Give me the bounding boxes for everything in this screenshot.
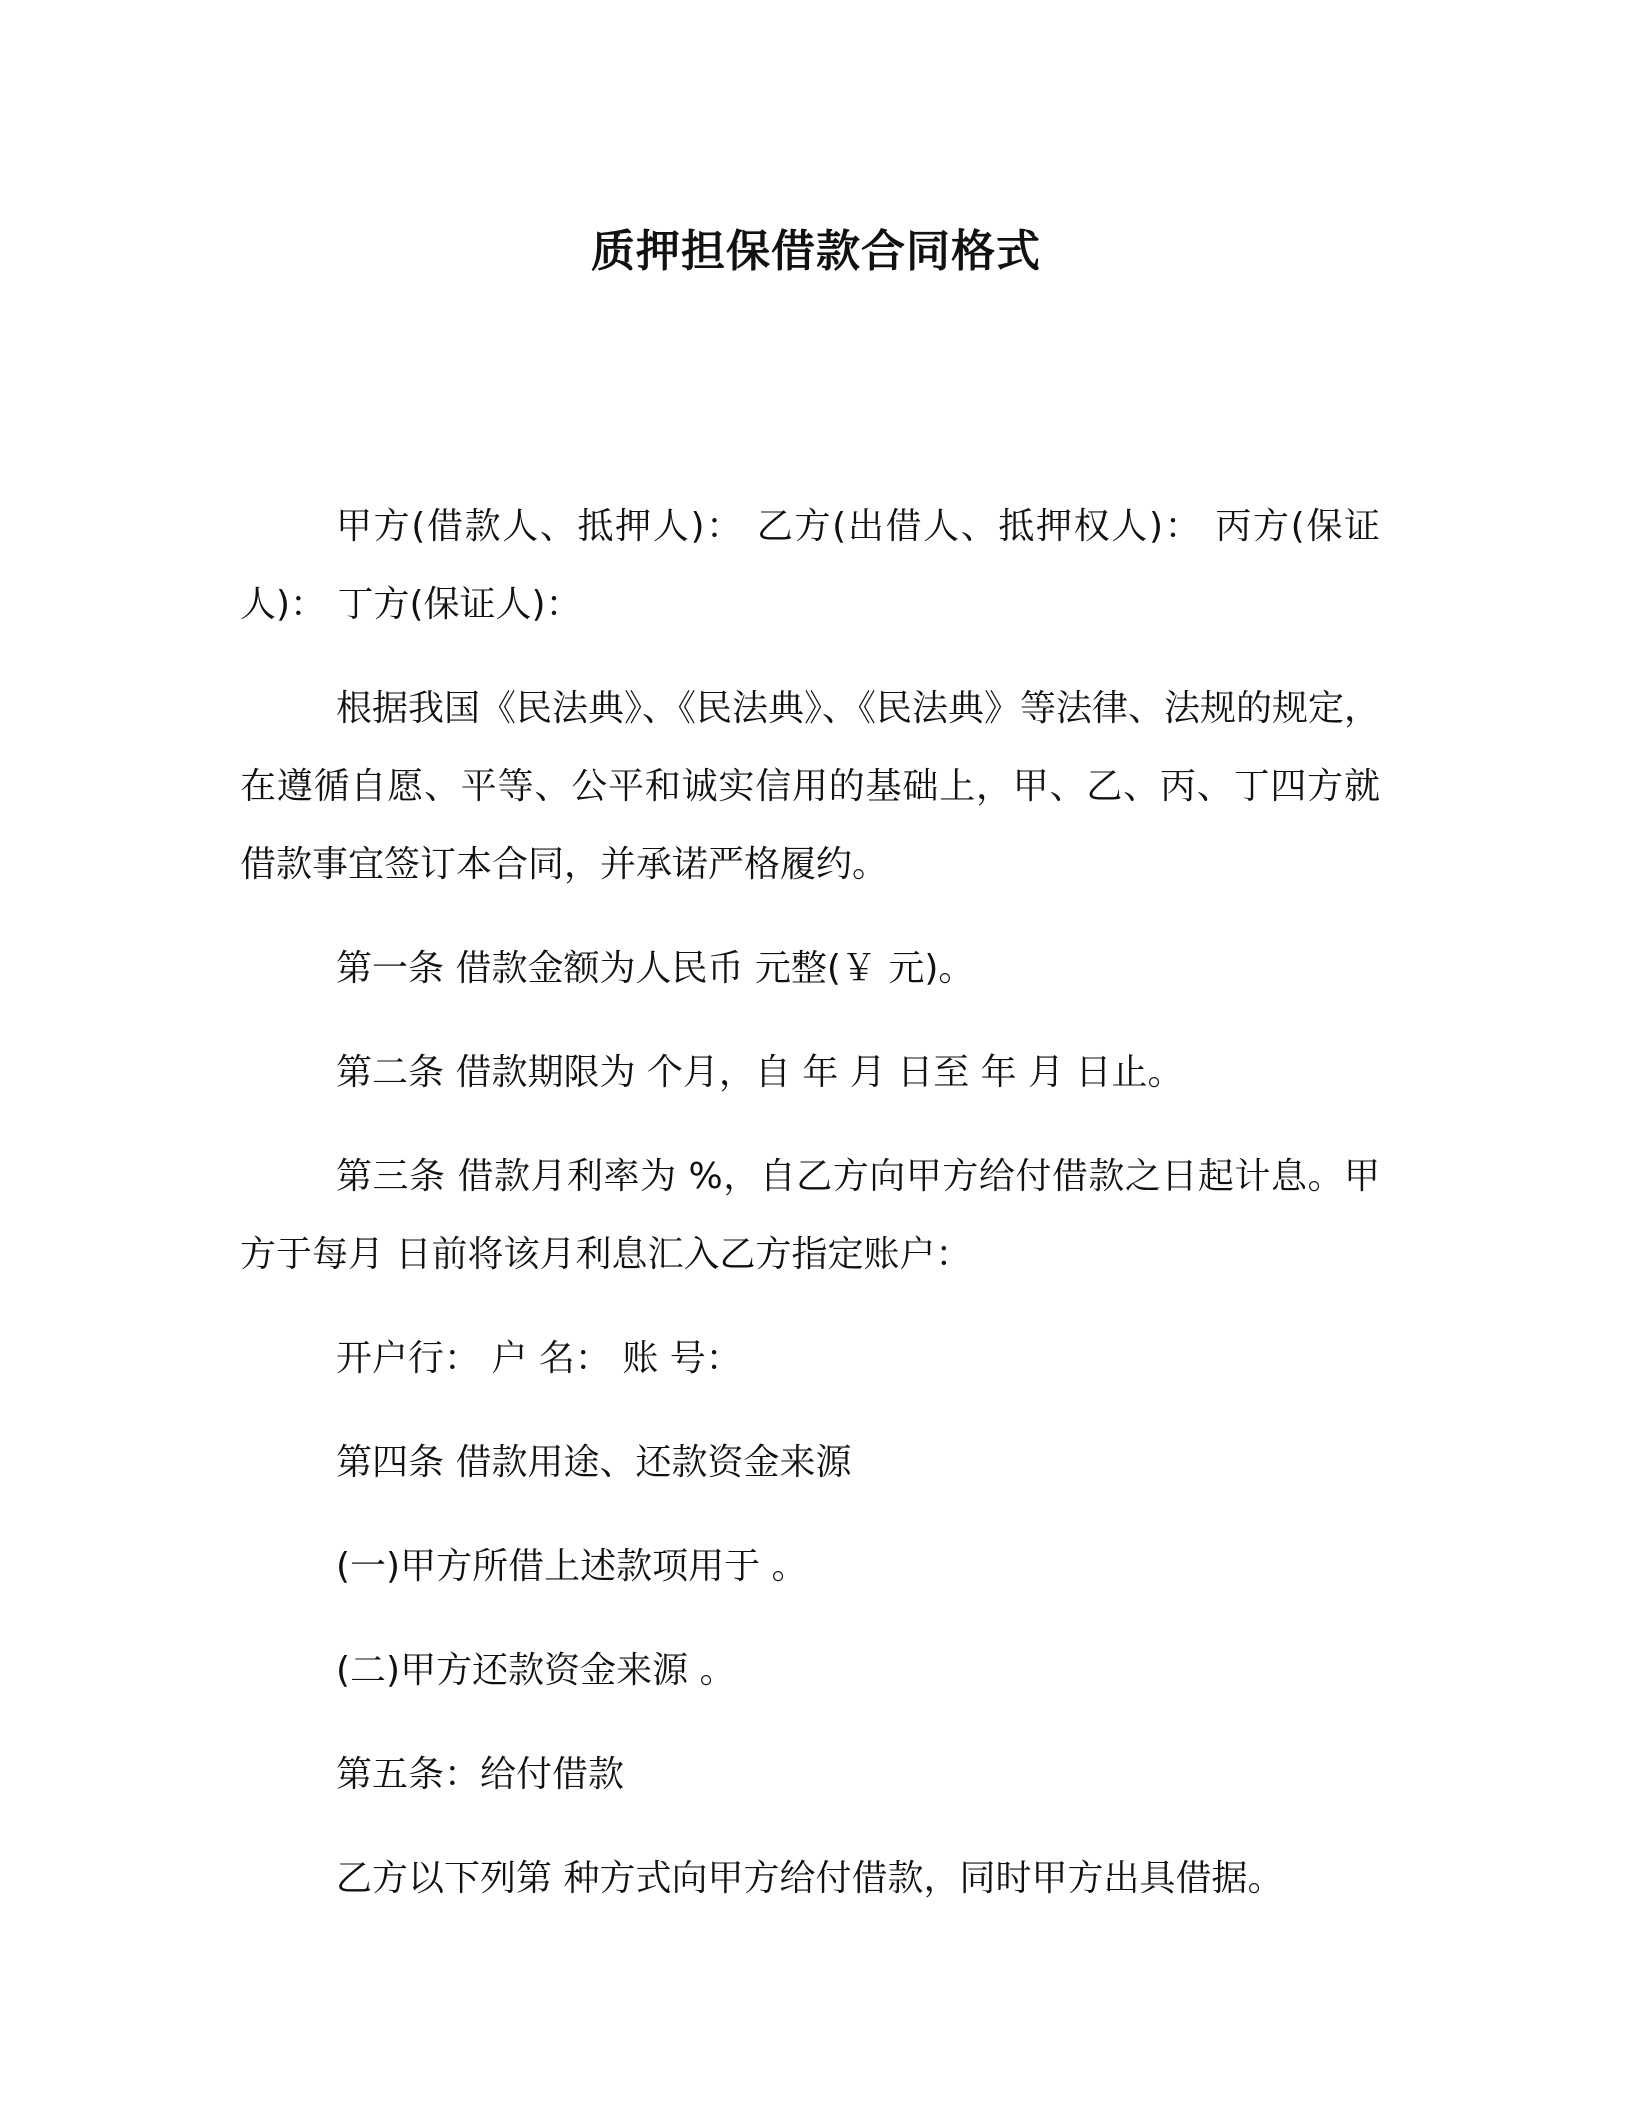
bank-account-paragraph: 开户行： 户 名： 账 号：: [336, 1338, 742, 1379]
article-4-item-2: (二)甲方还款资金来源 。: [336, 1650, 736, 1691]
parties-paragraph: 甲方(借款人、抵押人)： 乙方(出借人、抵押权人)： 丙方(保证人)： 丁方(保证人)：: [240, 506, 1380, 625]
article-2-paragraph: 第二条 借款期限为 个月，自 年 月 日至 年 月 日止。: [336, 1052, 1184, 1093]
article-4-heading: 第四条 借款用途、还款资金来源: [336, 1442, 852, 1483]
article-1-paragraph: 第一条 借款金额为人民币 元整(￥ 元)。: [336, 948, 975, 989]
article-5-heading: 第五条：给付借款: [336, 1754, 625, 1795]
document-body: [240, 488, 1380, 1944]
legal-basis-paragraph: 根据我国《民法典》、《民法典》、《民法典》等法律、法规的规定，在遵循自愿、平等、公平和诚实信用的基础上，甲、乙、丙、丁四方就借款事宜签订本合同，并承诺严格履约。: [240, 688, 1381, 885]
article-5-paragraph: 乙方以下列第 种方式向甲方给付借款，同时甲方出具借据。: [336, 1858, 1284, 1899]
article-4-item-1: (一)甲方所借上述款项用于 。: [336, 1546, 808, 1587]
article-3-paragraph: 第三条 借款月利率为 %，自乙方向甲方给付借款之日起计息。甲方于每月 日前将该月利息汇入乙方指定账户：: [240, 1156, 1380, 1275]
document-title: 质押担保借款合同格式: [591, 226, 1041, 277]
